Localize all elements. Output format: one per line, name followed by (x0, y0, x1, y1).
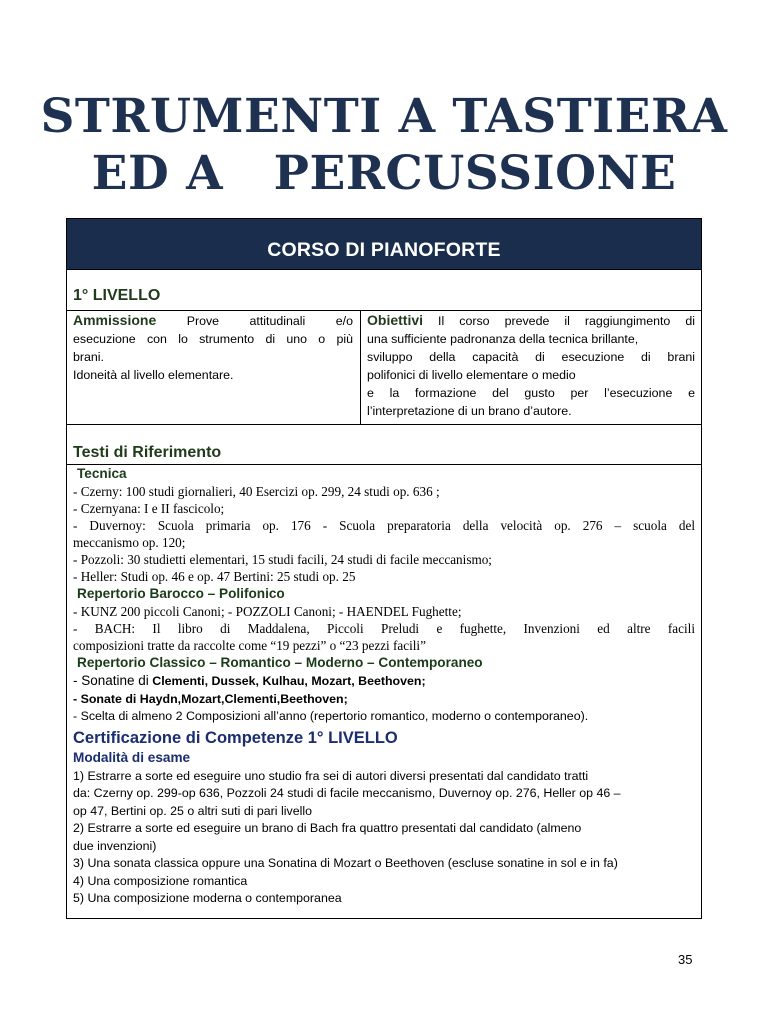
title-line-2: ED A PERCUSSIONE (91, 146, 677, 201)
sonatine-prefix: - Sonatine di (73, 673, 149, 688)
obiettivi-cell (367, 311, 695, 420)
list-item: composizioni tratte da raccolte come “19 pezzi” o “23 pezzi facili” (73, 638, 426, 653)
list-item: - BACH: Il libro di Maddalena, Piccoli Preludi e fughette, Invenzioni ed altre facili (73, 621, 695, 636)
sonatine-composers: Clementi, Dussek, Kulhau, Mozart, Beethoven; (152, 674, 426, 688)
title-line-1: STRUMENTI A TASTIERA (40, 89, 728, 144)
list-item: 3) Una sonata classica oppure una Sonatina di Mozart o Beethoven (escluse sonatine in sol e in fa) (73, 856, 618, 870)
course-header-label: CORSO DI PIANOFORTE (267, 239, 501, 261)
list-item: - KUNZ 200 piccoli Canoni; - POZZOLI Canoni; - HAENDEL Fughette; (73, 604, 462, 619)
barocco-heading: Repertorio Barocco – Polifonico (77, 586, 285, 601)
list-item: op 47, Bertini op. 25 o altri suti di pari livello (73, 803, 312, 818)
obiettivi-line-3: sviluppo della capacità di esecuzione di brani (367, 350, 695, 364)
list-item: 4) Una composizione romantica (73, 873, 248, 888)
obiettivi-line-6: l’interpretazione di un brano d’autore. (367, 404, 572, 418)
ammissione-line-4: Idoneità al livello elementare. (73, 368, 234, 382)
obiettivi-label: Obiettivi (367, 312, 424, 328)
testi-heading: Testi di Riferimento (73, 444, 222, 461)
obiettivi-line-4: polifonici di livello elementare o medio (367, 368, 576, 382)
obiettivi-line-2: una sufficiente padronanza della tecnica brillante, (367, 332, 639, 346)
list-item: - Pozzoli: 30 studietti elementari, 15 studi facili, 24 studi di facile meccanismo; (73, 552, 492, 567)
tecnica-heading: Tecnica (77, 466, 127, 481)
cell-divider (360, 311, 361, 424)
ammissione-label: Ammissione (73, 312, 157, 328)
certificazione-heading: Certificazione di Competenze 1° LIVELLO (73, 728, 398, 747)
classico-heading: Repertorio Classico – Romantico – Moderno – Contemporaneo (77, 655, 483, 670)
obiettivi-line-5: e la formazione del gusto per l’esecuzione e (367, 386, 695, 400)
course-header (67, 219, 701, 269)
level-heading: 1° LIVELLO (73, 287, 161, 304)
list-item (73, 672, 695, 691)
list-item: meccanismo op. 120; (73, 535, 186, 550)
content-list (73, 465, 695, 908)
list-item: due invenzioni) (73, 838, 157, 853)
ammissione-cell (73, 311, 353, 384)
list-item: - Czernyana: I e II fascicolo; (73, 501, 225, 516)
list-item: - Heller: Studi op. 46 e op. 47 Bertini: 25 studi op. 25 (73, 569, 356, 584)
list-item: 1) Estrarre a sorte ed eseguire uno studio fra sei di autori diversi presentati dal candidato tratti (73, 768, 589, 783)
course-table (66, 218, 702, 919)
divider (67, 269, 701, 270)
list-item: - Czerny: 100 studi giornalieri, 40 Esercizi op. 299, 24 studi op. 636 ; (73, 484, 440, 499)
obiettivi-line-1: Il corso prevede il raggiungimento di (438, 314, 695, 328)
list-item: - Scelta di almeno 2 Composizioni all’anno (repertorio romantico, moderno o contemporaneo). (73, 709, 589, 723)
ammissione-line-3: brani. (73, 350, 104, 364)
page-title (0, 88, 768, 202)
modalita-heading: Modalità di esame (73, 749, 191, 765)
ammissione-line-2: esecuzione con lo strumento di uno o più (73, 332, 353, 346)
list-item: 5) Una composizione moderna o contemporanea (73, 891, 342, 905)
divider (67, 424, 701, 425)
list-item: - Duvernoy: Scuola primaria op. 176 - Scuola preparatoria della velocità op. 276 – scuola del (73, 518, 695, 533)
page-number: 35 (678, 952, 693, 967)
list-item: 2) Estrarre a sorte ed eseguire un brano di Bach fra quattro presentati dal candidato (almeno (73, 821, 582, 835)
list-item: - Sonate di Haydn,Mozart,Clementi,Beethoven; (73, 691, 348, 706)
ammissione-line-1: Prove attitudinali e/o (186, 314, 353, 328)
list-item: da: Czerny op. 299-op 636, Pozzoli 24 studi di facile meccanismo, Duvernoy op. 276, Heller op 46 – (73, 786, 621, 800)
